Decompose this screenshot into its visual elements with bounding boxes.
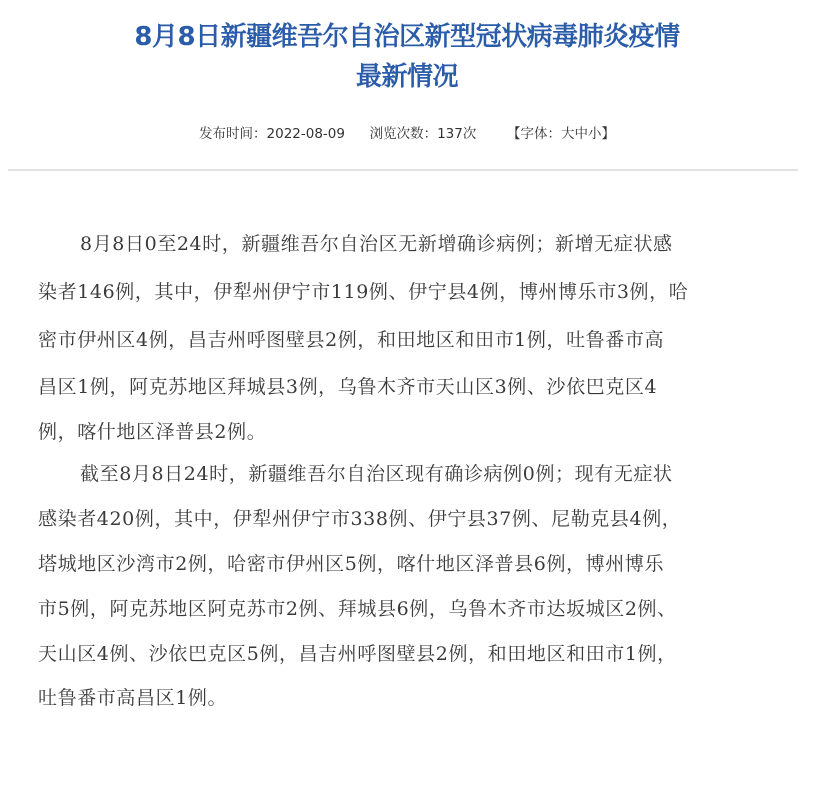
font-size-medium-link[interactable]: 中: [574, 126, 588, 142]
paragraph-line: 染者146例，其中，伊犁州伊宁市119例、伊宁县4例，博州博乐市3例，哈: [38, 281, 689, 303]
article-title-line-1: 8月8日新疆维吾尔自治区新型冠状病毒肺炎疫情: [134, 22, 680, 52]
view-count: 137次: [437, 126, 477, 142]
font-size-small-link[interactable]: 小: [587, 126, 602, 142]
font-size-large-link[interactable]: 大: [560, 126, 575, 142]
header-divider: [8, 169, 798, 171]
paragraph-line: 塔城地区沙湾市2例，哈密市伊州区5例，喀什地区泽普县6例，博州博乐: [38, 553, 665, 575]
paragraph-line: 昌区1例，阿克苏地区拜城县3例，乌鲁木齐市天山区3例、沙依巴克区4: [38, 376, 658, 398]
paragraph-line: 天山区4例、沙依巴克区5例，昌吉州呼图壁县2例，和田地区和田市1例，: [38, 643, 677, 665]
font-size-label: 【字体：: [506, 126, 561, 142]
paragraph-line: 感染者420例，其中，伊犁州伊宁市338例、伊宁县37例、尼勒克县4例，: [38, 508, 682, 530]
article-meta: [0, 122, 814, 142]
article-title-line-2: 最新情况: [355, 62, 458, 92]
paragraph-line: 例，喀什地区泽普县2例。: [38, 421, 267, 443]
paragraph-line: 截至8月8日24时，新疆维吾尔自治区现有确诊病例0例；现有无症状: [80, 463, 673, 485]
font-size-switcher: [507, 122, 615, 142]
paragraph-line: 吐鲁番市高昌区1例。: [38, 687, 228, 709]
paragraph-line: 密市伊州区4例，昌吉州呼图壁县2例，和田地区和田市1例，吐鲁番市高: [38, 329, 665, 351]
publish-date: 2022-08-09: [266, 126, 345, 142]
publish-time-label: 发布时间：: [199, 126, 267, 142]
paragraph-line: 8月8日0至24时，新疆维吾尔自治区无新增确诊病例；新增无症状感: [80, 233, 673, 255]
paragraph-line: 市5例，阿克苏地区阿克苏市2例、拜城县6例，乌鲁木齐市达坂城区2例、: [38, 598, 677, 620]
view-count-label: 浏览次数：: [369, 126, 438, 142]
font-size-label-close: 】: [601, 126, 615, 142]
